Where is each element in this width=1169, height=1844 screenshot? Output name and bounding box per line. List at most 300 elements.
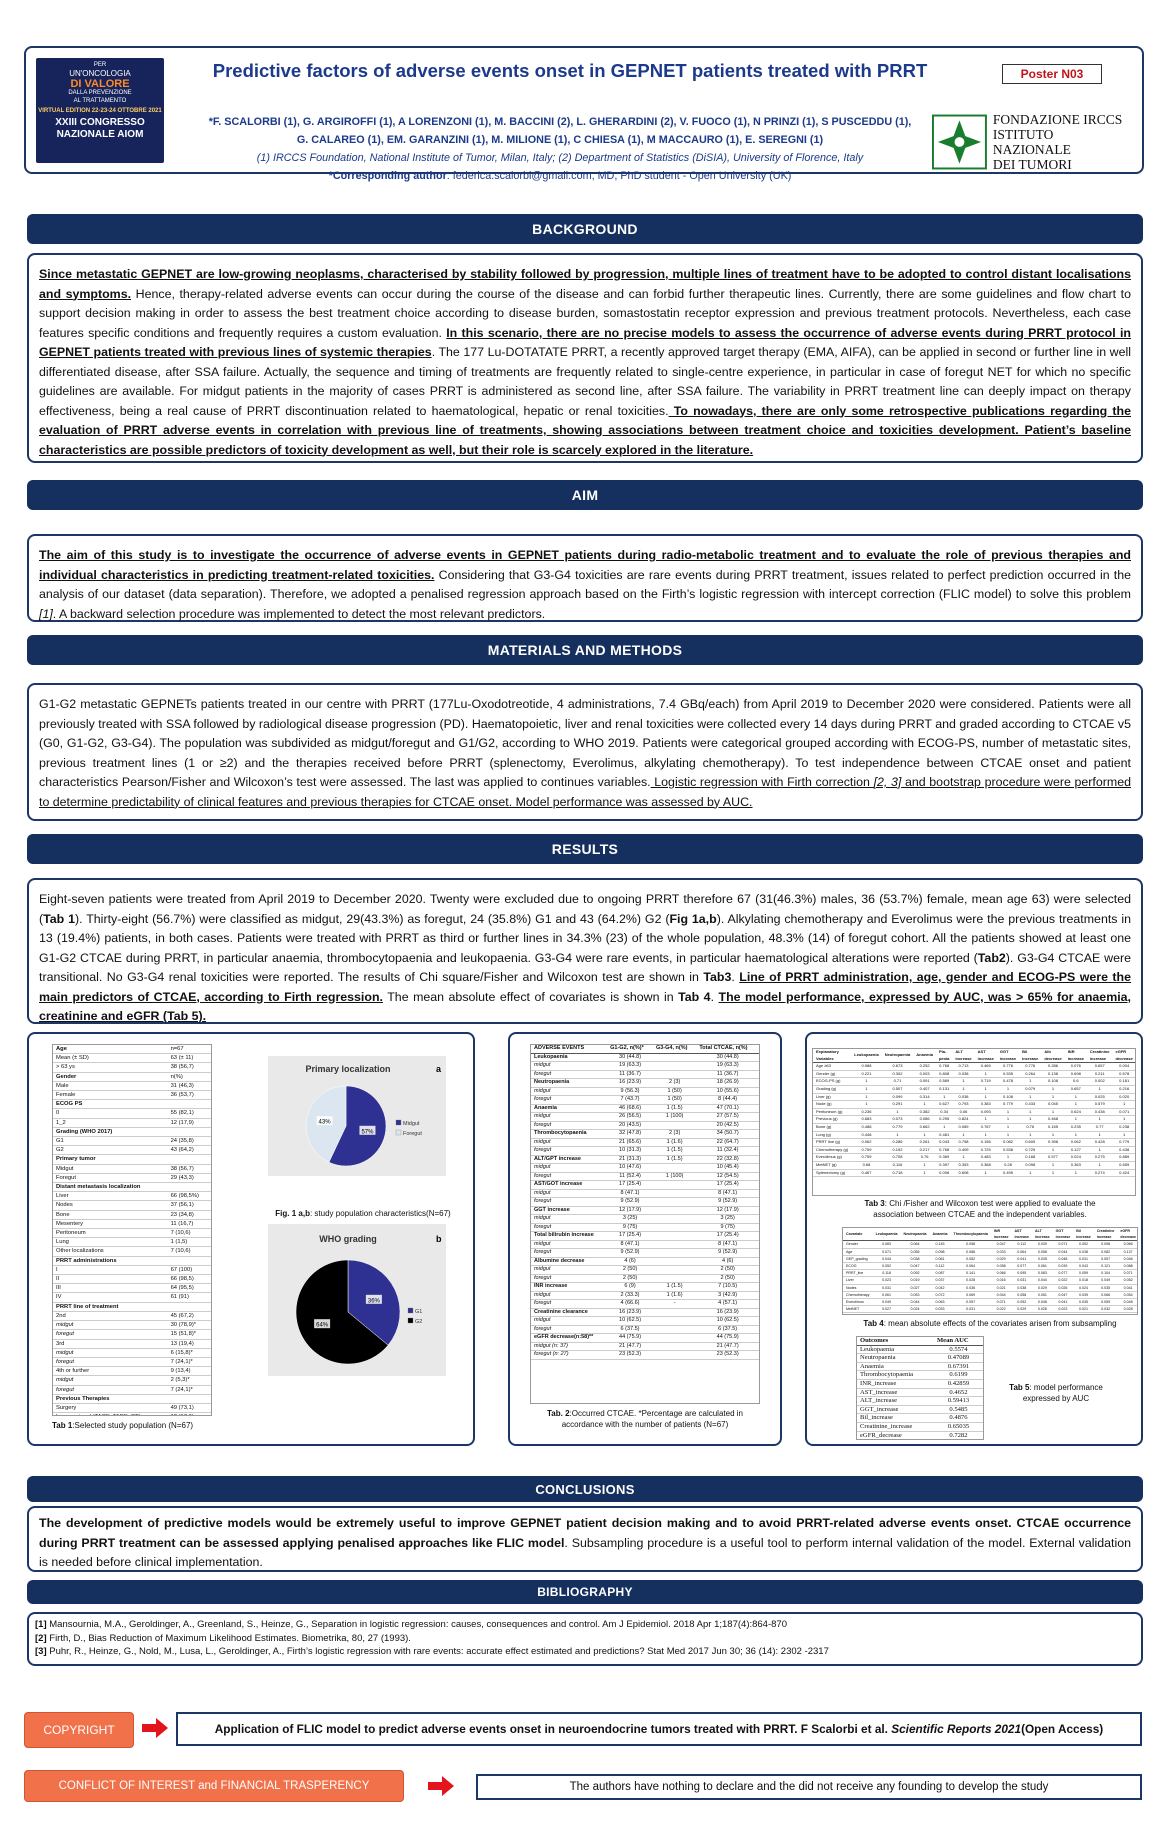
- copyright-tail: (Open Access): [1021, 1722, 1104, 1736]
- tab3-header-cell: ALT increase: [952, 1049, 974, 1063]
- tab3-cell: 1: [997, 1154, 1019, 1162]
- tab2-cell: midgut: [531, 1189, 607, 1198]
- tab5-row: [857, 1431, 983, 1440]
- tab2-cell: 6 (37.5): [696, 1325, 759, 1334]
- tab2-cell: [653, 1062, 696, 1071]
- tab2-cell: 2 (50): [696, 1266, 759, 1275]
- tab4-cell: Chemotherapy: [843, 1291, 873, 1298]
- tab3-cell: 0.824: [952, 1116, 974, 1124]
- methods-p2: Logistic regression with Firth correction: [650, 775, 874, 789]
- tab4-header-cell: Leukopaenia: [873, 1228, 901, 1241]
- tab3-cell: 0.768: [936, 1063, 952, 1071]
- background-p1: Since metastatic GEPNET are low-growing neoplasms, characterised by stability followed by progression, multiple lines of treatment have to be adopted to control distant localisations and symptoms.: [39, 267, 1131, 301]
- tab3-cell: 0.68: [851, 1161, 881, 1169]
- tab3-cell: 0.363: [1065, 1161, 1087, 1169]
- tab3-cell: 0.236: [851, 1108, 881, 1116]
- tab4-cell: 0.024: [1073, 1284, 1094, 1291]
- tab3-cell: 0.06: [952, 1108, 974, 1116]
- tab3-cell: 0.495: [997, 1169, 1019, 1177]
- tab3-cell: 0.988: [851, 1063, 881, 1071]
- tab4-row: [843, 1270, 1138, 1277]
- tab4-caption-bold: Tab 4: [863, 1319, 884, 1328]
- tab4-cell: 0.066: [1094, 1291, 1118, 1298]
- aiom-logo: [36, 58, 164, 163]
- tab4-cell: [1032, 1313, 1053, 1315]
- tab3-cell: 0.478: [997, 1078, 1019, 1086]
- copyright-arrow-icon: [142, 1718, 168, 1738]
- tab1-row: [53, 1311, 211, 1320]
- tab3-cell: 1: [1065, 1093, 1087, 1101]
- tab1-cell: Foregut: [53, 1173, 168, 1182]
- tab4-cell: 0.044: [991, 1291, 1012, 1298]
- tab4-header-cell: Creatinine increase: [1094, 1228, 1118, 1241]
- tab1-row: [53, 1293, 211, 1302]
- tab2-row: [531, 1172, 759, 1181]
- tab5-caption-bold: Tab 5: [1009, 1383, 1030, 1392]
- tab4-cell: 0.141: [951, 1270, 991, 1277]
- bib-num-2: [2]: [35, 1632, 47, 1644]
- tab1-cell: 23 (34,8): [168, 1210, 211, 1219]
- tab3-cell: 0.507: [882, 1085, 914, 1093]
- aiom-logo-line3: DI VALORE: [70, 78, 130, 90]
- tab3-header-cell: Bil increase: [1019, 1049, 1041, 1063]
- tab4-header-cell: Bil increase: [1073, 1228, 1094, 1241]
- results-p7: .: [710, 989, 719, 1004]
- tab3-cell: 0.776: [1019, 1063, 1041, 1071]
- tab2-cell: midgut: [531, 1317, 607, 1326]
- tab1-cell: Previous Therapies: [53, 1394, 168, 1403]
- tab2-row: [531, 1181, 759, 1190]
- tab2-cell: 17 (25.4): [607, 1232, 653, 1241]
- tab2-cell: 1 (1.5): [653, 1104, 696, 1113]
- tab4-cell: 0.035: [1094, 1284, 1118, 1291]
- tab1-cell: 0: [53, 1109, 168, 1118]
- copyright-box[interactable]: [176, 1712, 1142, 1746]
- tab3-cell: 0.138: [1041, 1070, 1064, 1078]
- corresponding-label: *Corresponding author: [328, 170, 447, 182]
- tab2-cell: foregut: [531, 1274, 607, 1283]
- tab4-cell: 0.049: [1094, 1277, 1118, 1284]
- tab3-cell: 1: [1041, 1146, 1064, 1154]
- tab5-cell: Anaemia: [857, 1362, 934, 1371]
- tab3-cell: 0.779: [882, 1123, 914, 1131]
- tab4-cell: 0.083: [873, 1241, 901, 1248]
- tab1-cell: foregut: [53, 1330, 168, 1339]
- tab4-cell: 0.066: [1117, 1241, 1138, 1248]
- tab2-cell: 8 (47.1): [607, 1189, 653, 1198]
- tab5-row: [857, 1422, 983, 1431]
- tab3-cell: 0.131: [936, 1085, 952, 1093]
- int-logo-line3: DEI TUMORI: [992, 157, 1072, 172]
- tab1-cell: Age: [53, 1045, 168, 1054]
- tab2-cell: foregut: [531, 1198, 607, 1207]
- tab4-cell: 0.052: [1011, 1299, 1032, 1306]
- tab1-cell: Gender: [53, 1072, 168, 1081]
- tab5-caption: [1002, 1382, 1110, 1404]
- tab3-cell: Gender (g): [813, 1070, 851, 1078]
- corresponding-text: : federica.scalorbi@gmail.com, MD, PhD student - Open University (UK): [446, 170, 792, 182]
- tab3-row: [813, 1123, 1136, 1131]
- tab2-row: [531, 1257, 759, 1266]
- tab1-cell: 3rd: [53, 1339, 168, 1348]
- tab3-cell: 1: [952, 1131, 974, 1139]
- tab4-cell: [873, 1313, 901, 1315]
- tab3-cell: 0.6: [1065, 1078, 1087, 1086]
- tab2-cell: foregut: [531, 1172, 607, 1181]
- tab3-cell: 0.082: [997, 1139, 1019, 1147]
- int-logo-line1: FONDAZIONE IRCCS: [992, 112, 1123, 127]
- tab1-cell: 2nd: [53, 1311, 168, 1320]
- tab2-cell: 1 (1.5): [653, 1155, 696, 1164]
- tab3-cell: 0.099: [882, 1093, 914, 1101]
- tab5-cell: Leukopaenia: [857, 1345, 934, 1354]
- tab4-cell: 0.023: [1053, 1306, 1074, 1313]
- tab3-cell: 0.77: [1087, 1123, 1113, 1131]
- tab3-cell: 0.252: [913, 1063, 936, 1071]
- section-conclusions-header: CONCLUSIONS: [27, 1476, 1143, 1502]
- tab3-cell: Bone (g): [813, 1123, 851, 1131]
- tab4-cell: [1094, 1313, 1118, 1315]
- tab2-cell: 11 (36.7): [607, 1070, 653, 1079]
- tab4-cell: 0.031: [1011, 1277, 1032, 1284]
- aim-textbox: [27, 534, 1143, 622]
- tab2-cell: Leukopaenia: [531, 1053, 607, 1062]
- tab2-cell: eGFR decrease(n:58)**: [531, 1334, 607, 1343]
- conclusions-p1: . Subsampling procedure is a useful tool to perform internal validation of the model. External validation is needed before clinical implementation.: [39, 1535, 1131, 1569]
- tab3-cell: 0.608: [952, 1169, 974, 1177]
- tab4-cell: 0.028: [1117, 1306, 1138, 1313]
- tab2-cell: 16 (23.9): [696, 1308, 759, 1317]
- tab4-row: [843, 1299, 1138, 1306]
- tab4-cell: 0.121: [1094, 1263, 1118, 1270]
- tab1-cell: Midgut: [53, 1164, 168, 1173]
- tab2-cell: 23 (52.3): [607, 1351, 653, 1360]
- tab2-cell: 20 (42.5): [696, 1121, 759, 1130]
- tab2-cell: 44 (75.9): [696, 1334, 759, 1343]
- tab3-cell: 1: [1065, 1169, 1087, 1177]
- tab2-cell: foregut (n: 27): [531, 1351, 607, 1360]
- tab3-cell: 1: [1019, 1131, 1041, 1139]
- pie-data-label: 36%: [367, 1298, 380, 1305]
- tab2-cell: 2 (50): [607, 1274, 653, 1283]
- tab4-header-cell: Covariate: [843, 1228, 873, 1241]
- tab4-cell: 0.064: [1011, 1248, 1032, 1255]
- tab3-cell: 0.024: [1065, 1154, 1087, 1162]
- tab2-cell: 30 (44.8): [696, 1053, 759, 1062]
- tab2-cell: 9 (75): [696, 1223, 759, 1232]
- tab3-cell: 0.291: [882, 1101, 914, 1109]
- tab2-row: [531, 1104, 759, 1113]
- tab1-cell: 31 (46,3): [168, 1081, 211, 1090]
- tab4-cell: 0.063: [930, 1299, 951, 1306]
- tab2-cell: foregut: [531, 1070, 607, 1079]
- tab3-header-cell: Explanatory Variables: [813, 1049, 851, 1063]
- tab5-header-cell: Mean AUC: [934, 1337, 983, 1345]
- copyright-journal: Scientific Reports 2021: [891, 1722, 1022, 1736]
- tab2-cell: 47 (70.1): [696, 1104, 759, 1113]
- tab5-row: [857, 1354, 983, 1363]
- results-ref-tab1: Tab 1: [43, 911, 76, 926]
- tab3-cell: 0.073: [882, 1116, 914, 1124]
- tab2-cell: 6 (37.5): [607, 1325, 653, 1334]
- tab5-cell: 0.67391: [934, 1362, 983, 1371]
- tab3-cell: 0.038: [952, 1070, 974, 1078]
- tab2-header-cell: ADVERSE EVENTS: [531, 1045, 607, 1053]
- tab4-row: [843, 1284, 1138, 1291]
- tab2-cell: 16 (23.9): [607, 1308, 653, 1317]
- tab3-cell: 0.045: [1041, 1101, 1064, 1109]
- bib-entry-2: [35, 1632, 1135, 1646]
- tab4-cell: 0.039: [1032, 1241, 1053, 1248]
- tab5-row: [857, 1397, 983, 1406]
- tab3-cell: 1: [1019, 1169, 1041, 1177]
- tab1-row: [53, 1284, 211, 1293]
- tab3-cell: 1: [975, 1116, 997, 1124]
- tab4-cell: 0.077: [1053, 1270, 1074, 1277]
- tab3-cell: 0.683: [851, 1116, 881, 1124]
- tab4-cell: 0.055: [901, 1248, 930, 1255]
- tab2-cell: 9 (75): [607, 1223, 653, 1232]
- tab3-cell: Previous (g): [813, 1116, 851, 1124]
- tab1-cell: 38 (56,7): [168, 1164, 211, 1173]
- tab2-cell: 27 (57.5): [696, 1113, 759, 1122]
- tab2-cell: 9 (52.9): [607, 1249, 653, 1258]
- tab4-cell: PRRT_line: [843, 1270, 873, 1277]
- tab4-cell: 0.112: [1011, 1241, 1032, 1248]
- tab1-cell: 30 (78,9)*: [168, 1321, 211, 1330]
- tab2-cell: 19 (63.3): [696, 1062, 759, 1071]
- tab3: [812, 1048, 1136, 1196]
- tab5-cell: Thrombocytopaenia: [857, 1371, 934, 1380]
- tab4-cell: 0.069: [951, 1291, 991, 1298]
- tab2-cell: [653, 1189, 696, 1198]
- tab5-cell: Neutropaenia: [857, 1354, 934, 1363]
- tab4-cell: 0.145: [930, 1241, 951, 1248]
- tab3-row: [813, 1101, 1136, 1109]
- tab5: [856, 1336, 984, 1440]
- tab4-cell: 0.026: [1032, 1306, 1053, 1313]
- pie-legend-swatch: [408, 1318, 413, 1323]
- tab2-row: [531, 1198, 759, 1207]
- tab3-cell: 0.76: [913, 1154, 936, 1162]
- tab2-cell: [653, 1274, 696, 1283]
- tab3-cell: MetNET (g): [813, 1161, 851, 1169]
- tab4-cell: 0.053: [901, 1291, 930, 1298]
- tab2-header-cell: G3-G4, n(%): [653, 1045, 696, 1053]
- tab4-cell: [930, 1313, 951, 1315]
- tab3-cell: 1: [975, 1131, 997, 1139]
- tab1-row: [53, 1100, 211, 1109]
- tab2-header-cell: Total CTCAE, n(%): [696, 1045, 759, 1053]
- tab4-cell: 0.024: [901, 1306, 930, 1313]
- tab1-row: [53, 1238, 211, 1247]
- tab2-cell: Anaemia: [531, 1104, 607, 1113]
- pie-legend-label: Midgut: [403, 1121, 420, 1127]
- tab2-row: [531, 1274, 759, 1283]
- tab4-cell: 0.031: [873, 1284, 901, 1291]
- tab3-cell: 0.34: [936, 1108, 952, 1116]
- tab3-cell: 0.302: [882, 1070, 914, 1078]
- tab2-cell: 10 (31.3): [607, 1147, 653, 1156]
- tab2-cell: 30 (44.8): [607, 1053, 653, 1062]
- tab2-cell: [653, 1181, 696, 1190]
- tab2-row: [531, 1325, 759, 1334]
- tab4: [842, 1227, 1138, 1315]
- tab4-cell: 0.095: [1011, 1270, 1032, 1277]
- tab3-cell: 1: [997, 1108, 1019, 1116]
- tab1-caption-bold: Tab 1: [52, 1421, 73, 1430]
- tab3-cell: 0.433: [1019, 1101, 1041, 1109]
- tab1-cell: ECOG PS: [53, 1100, 168, 1109]
- tab3-cell: 0.221: [851, 1070, 881, 1078]
- tab3-cell: 0.043: [936, 1139, 952, 1147]
- tab3-row: [813, 1078, 1136, 1086]
- tab2-cell: [653, 1121, 696, 1130]
- aiom-logo-line6: VIRTUAL EDITION 22-23-24 OTTOBRE 2021: [38, 108, 162, 114]
- tab2-cell: midgut: [531, 1062, 607, 1071]
- tab4-cell: 0.092: [901, 1270, 930, 1277]
- tab3-header-cell: eGFR decrease: [1112, 1049, 1135, 1063]
- pie-panel-label: a: [436, 1064, 442, 1074]
- tab4-cell: 0.059: [1073, 1270, 1094, 1277]
- tab1-cell: 66 (98,5): [168, 1275, 211, 1284]
- tab4-cell: 0.031: [1073, 1255, 1094, 1262]
- tab3-cell: 1: [1019, 1093, 1041, 1101]
- tab4-row: [843, 1277, 1138, 1284]
- tab3-cell: 0.161: [1112, 1078, 1135, 1086]
- aim-p1: The aim of this study is to investigate the occurrence of adverse events in GEPNET patients during radio-metabolic treatment and to evaluate the role of previous therapies and individual characteristics in predicting treatment-related toxicities.: [39, 548, 1131, 582]
- tab3-cell: 0.468: [1041, 1116, 1064, 1124]
- tab3-cell: 0.713: [952, 1063, 974, 1071]
- tab2-row: [531, 1249, 759, 1258]
- tab3-cell: 0.062: [1065, 1139, 1087, 1147]
- tab4-cell: [951, 1313, 991, 1315]
- tab3-cell: 0.605: [1019, 1139, 1041, 1147]
- tab2-cell: [653, 1249, 696, 1258]
- tab2-cell: foregut: [531, 1096, 607, 1105]
- tab1-cell: foregut: [53, 1357, 168, 1366]
- tab4-cell: 0.039: [1073, 1291, 1094, 1298]
- tab5-row: [857, 1388, 983, 1397]
- tab3-cell: 0.286: [1041, 1063, 1064, 1071]
- tab4-cell: [1011, 1313, 1032, 1315]
- tab1-cell: [168, 1183, 211, 1192]
- tab3-cell: 0.086: [913, 1116, 936, 1124]
- tab4-cell: Gender: [843, 1241, 873, 1248]
- methods-p4: and bootstrap procedure were performed to determine predictability of clinical features and previous therapies for CTCAE onset. Model performance was assessed by AUC.: [39, 775, 1131, 809]
- tab2-row: [531, 1334, 759, 1343]
- tab5-cell: GGT_increase: [857, 1405, 934, 1414]
- tab4-cell: 0.058: [1032, 1248, 1053, 1255]
- tab2-row: [531, 1070, 759, 1079]
- tab3-table: [813, 1049, 1136, 1177]
- tab2-cell: 10 (55.6): [696, 1087, 759, 1096]
- tab2-cell: 20 (43.5): [607, 1121, 653, 1130]
- tab1-cell: 2 (5,3)*: [168, 1376, 211, 1385]
- aiom-logo-line7: XXIII CONGRESSO NAZIONALE AIOM: [55, 117, 145, 140]
- tab2-cell: 10 (47.6): [607, 1164, 653, 1173]
- tab2-cell: 26 (56.5): [607, 1113, 653, 1122]
- tab3-cell: 1: [1087, 1116, 1113, 1124]
- bib-entry-3: [35, 1645, 1135, 1659]
- tab3-cell: 1: [1041, 1085, 1064, 1093]
- tab2-row: [531, 1113, 759, 1122]
- tab2-cell: midgut: [531, 1240, 607, 1249]
- tab4-cell: 0.044: [1032, 1277, 1053, 1284]
- tab1-cell: foregut: [53, 1385, 168, 1394]
- tab4-cell: 0.048: [1117, 1299, 1138, 1306]
- tab2-cell: 6 (9): [607, 1283, 653, 1292]
- tab1-cell: IV: [53, 1293, 168, 1302]
- tab5-caption-text: : model performance expressed by AUC: [1022, 1383, 1103, 1403]
- tab1-cell: 36 (53,7): [168, 1091, 211, 1100]
- results-ref-tab2: Tab2: [977, 950, 1006, 965]
- tab2-row: [531, 1266, 759, 1275]
- tab4-cell: 0.118: [873, 1270, 901, 1277]
- tab4-cell: 0.112: [930, 1263, 951, 1270]
- methods-textbox: [27, 683, 1143, 821]
- tab3-cell: 1: [851, 1101, 881, 1109]
- pie-panel-label: b: [436, 1234, 442, 1244]
- tab4-cell: 0.037: [930, 1277, 951, 1284]
- results-p2: ). Thirty-eight (56.7%) were classified as midgut, 29(43.3%) as foregut, 24 (35.8%) G1 and 43 (64.2%) G2 (: [75, 911, 670, 926]
- tab3-cell: 1: [997, 1131, 1019, 1139]
- tab3-cell: 1: [1041, 1161, 1064, 1169]
- tab3-cell: 0.156: [975, 1139, 997, 1147]
- tab3-header-cell: AST increase: [975, 1049, 997, 1063]
- tab2-cell: 2 (33.3): [607, 1291, 653, 1300]
- tab2-cell: foregut: [531, 1223, 607, 1232]
- tab1-cell: 45 (67,2): [168, 1311, 211, 1320]
- tab1-row: [53, 1081, 211, 1090]
- tab2-row: [531, 1283, 759, 1292]
- tab2-cell: 1 (1.6): [653, 1291, 696, 1300]
- conflict-text: The authors have nothing to declare and the did not receive any founding to develop the study: [569, 1781, 1049, 1793]
- pie-chart-b-frame: [268, 1224, 446, 1376]
- tab3-cell: 0.438: [1112, 1146, 1135, 1154]
- tab2-cell: midgut: [531, 1266, 607, 1275]
- tab4-cell: 0.041: [1053, 1299, 1074, 1306]
- tab1-row: [53, 1265, 211, 1274]
- tab5-cell: 0.4876: [934, 1414, 983, 1423]
- section-aim-header: AIM: [27, 480, 1143, 510]
- tab3-cell: ECOG-PS (g): [813, 1078, 851, 1086]
- tab4-row: [843, 1313, 1138, 1315]
- tab3-cell: 0.216: [1112, 1085, 1135, 1093]
- tab2-cell: 8 (47.1): [607, 1240, 653, 1249]
- tab2-cell: -: [653, 1300, 696, 1309]
- tab3-cell: Grading (g): [813, 1085, 851, 1093]
- tab3-cell: Age ≥63: [813, 1063, 851, 1071]
- tab4-cell: 0.054: [1117, 1291, 1138, 1298]
- tab3-cell: 0.217: [913, 1146, 936, 1154]
- tab3-cell: 1: [1087, 1131, 1113, 1139]
- tab1-row: [53, 1146, 211, 1155]
- pie-legend-swatch: [408, 1308, 413, 1313]
- aim-p4: . A backward selection procedure was implemented to detect the most relevant predictors.: [52, 606, 546, 621]
- tab3-cell: 1: [1041, 1108, 1064, 1116]
- tab1-row: [53, 1321, 211, 1330]
- tab4-cell: [1073, 1313, 1094, 1315]
- tab2-cell: [653, 1308, 696, 1317]
- tab3-cell: 0.577: [1041, 1154, 1064, 1162]
- tab2-cell: 22 (32.8): [696, 1155, 759, 1164]
- tab3-cell: 1: [851, 1093, 881, 1101]
- tab4-cell: 0.019: [901, 1277, 930, 1284]
- background-p4: . The 177 Lu-DOTATATE PRRT, a recently approved target therapy (EMA, AIFA), can be applied in second or further line in well differentiated disease, after SSA failure. Actually, the sequence and timing of treatments are frequently related to single-centre experience, in particular in case of foregut NET for which no specific guidelines are available. For midgut patients in the majority of cases PRRT is administered as second line, after SSA failure. The variability in PRRT treatment line can deeply impact on therapy effectiveness, being a real cause of PRRT discontinuation related to haematological, hepatic or renal toxicities.: [39, 345, 1131, 418]
- tab3-cell: 1: [975, 1169, 997, 1177]
- tab2-cell: 4 (57.1): [696, 1300, 759, 1309]
